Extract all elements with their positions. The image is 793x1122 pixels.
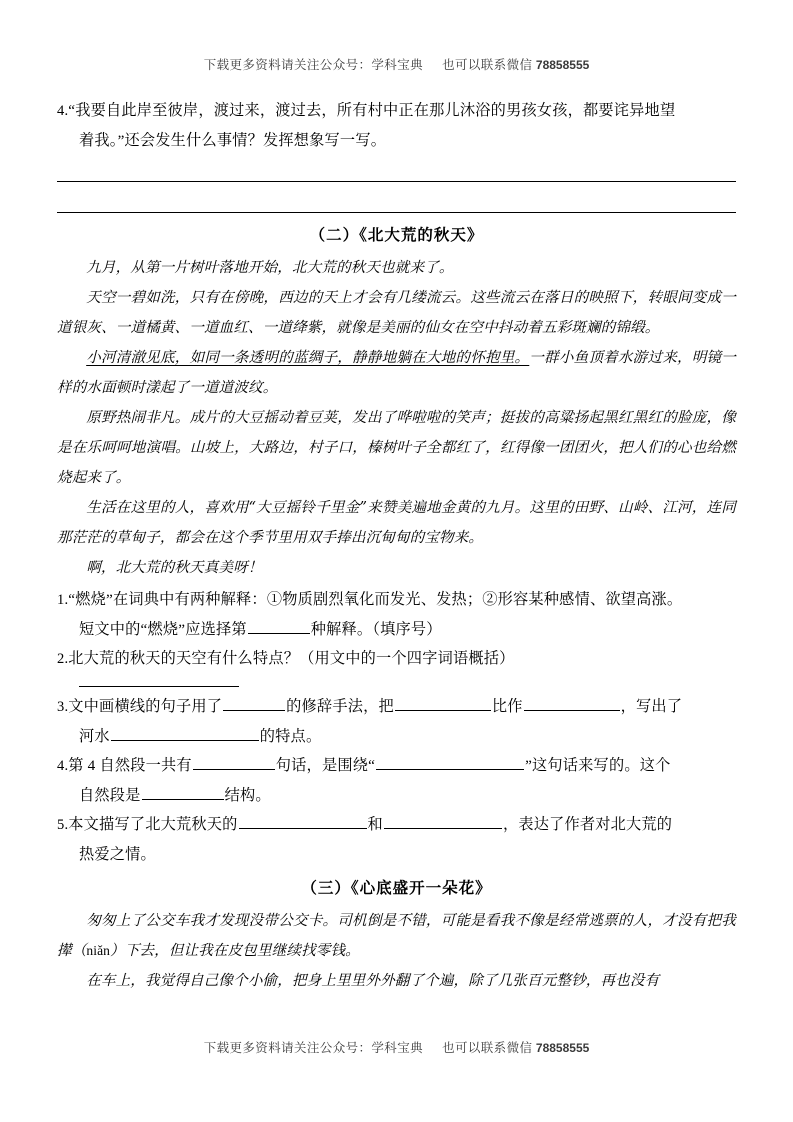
section-two-paragraph-2: 天空一碧如洗，只有在傍晚，西边的天上才会有几缕流云。这些流云在落日的映照下，转眼间变成一道银灰、一道橘黄、一道血红、一道绛紫，就像是美丽的仙女在空中抖动着五彩斑斓的锦缎。 (57, 289, 736, 336)
question-3-line2 (57, 722, 736, 751)
question-4-text-c: ”这句话来写的。这个 (525, 757, 671, 774)
question-2-text: 北大荒的秋天的天空有什么特点？（用文中的一个四字词语概括） (68, 650, 515, 667)
question-3-text-e: 河水 (79, 728, 110, 745)
question-1-text-b: 种解释。（填序号） (310, 621, 442, 638)
question-2 (57, 644, 736, 674)
carryover-question-line2: 着我。”还会发生什么事情？发挥想象写一写。 (79, 132, 387, 149)
question-3-text-f: 的特点。 (259, 728, 322, 745)
question-1-text-a: 短文中的“燃烧”应选择第 (79, 621, 247, 638)
question-5-text-c: ，表达了作者对北大荒的 (502, 816, 673, 833)
section-two-paragraph-6: 啊，北大荒的秋天真美呀！ (86, 559, 263, 576)
question-3-number: 3. (57, 699, 69, 715)
question-2-number: 2. (57, 651, 69, 667)
spacer (57, 674, 736, 686)
section-two-paragraph-1: 九月，从第一片树叶落地开始，北大荒的秋天也就来了。 (86, 259, 454, 276)
question-4-blank-2[interactable] (376, 754, 524, 770)
question-4-blank-3[interactable] (142, 784, 224, 800)
question-3-line1 (57, 692, 736, 722)
question-3-blank-2[interactable] (395, 695, 491, 711)
section-two-paragraph-3 (57, 343, 736, 403)
pinyin-annotation: niǎn (86, 943, 111, 958)
underlined-sentence: 小河清澈见底，如同一条透明的蓝绸子，静静地躺在大地的怀抱里。 (86, 349, 530, 366)
question-3-text-b: 的修辞手法，把 (286, 698, 394, 715)
section-three-paragraph-2: 在车上，我觉得自己像个小偷，把身上里里外外翻了个遍，除了几张百元整钞，再也没有 (86, 972, 660, 989)
spacer (57, 155, 736, 181)
spacer (57, 182, 736, 212)
footer-watermark-wechat-number: 78858555 (535, 1041, 590, 1055)
question-5-blank-1[interactable] (239, 813, 367, 829)
header-watermark-prefix: 下载更多资料请关注公众号：学科宝典 (203, 58, 423, 72)
question-1-text: “燃烧”在词典中有两种解释：①物质剧烈氧化而发光、发热；②形容某种感情、欲望高涨。 (68, 591, 683, 608)
question-5-line1 (57, 810, 736, 840)
question-5-text-b: 和 (367, 816, 383, 833)
question-5-number: 5. (57, 817, 69, 833)
question-1-line2 (57, 615, 736, 644)
header-watermark (0, 55, 793, 73)
question-5-text-a: 本文描写了北大荒秋天的 (68, 816, 238, 833)
question-3-blank-3[interactable] (524, 695, 620, 711)
section-three-title: （三）《心底盛开一朵花》 (301, 880, 492, 897)
section-three-paragraph-1-text-b: ）下去，但让我在皮包里继续找零钱。 (110, 942, 360, 959)
question-1-blank[interactable] (248, 618, 310, 634)
question-3-text-a: 文中画横线的句子用了 (68, 698, 223, 715)
footer-watermark-prefix: 下载更多资料请关注公众号：学科宝典 (203, 1041, 423, 1055)
section-two-title: （二）《北大荒的秋天》 (309, 227, 484, 244)
carryover-question-line1 (57, 96, 736, 126)
question-5-line2: 热爱之情。 (79, 846, 156, 863)
carryover-question-number: 4. (57, 103, 69, 119)
question-3-text-c: 比作 (491, 698, 523, 715)
question-4-blank-1[interactable] (193, 754, 275, 770)
question-4-line1 (57, 751, 736, 781)
carryover-question-text1: “我要自此岸至彼岸，渡过来，渡过去，所有村中正在那儿沐浴的男孩女孩，都要诧异地望 (68, 102, 676, 119)
footer-watermark-suffix: 也可以联系微信 (442, 1041, 533, 1055)
question-4-line2 (57, 781, 736, 810)
footer-watermark (0, 1038, 793, 1056)
question-1-line1 (57, 585, 736, 615)
question-4-text-e: 结构。 (224, 787, 271, 804)
header-watermark-suffix: 也可以联系微信 (442, 58, 533, 72)
section-two-paragraph-4: 原野热闹非凡。成片的大豆摇动着豆荚，发出了哗啦啦的笑声；挺拔的高粱扬起黑红黑红的脸庞，像是在乐呵呵地演唱。山坡上，大路边，村子口，榛树叶子全都红了，红得像一团团火，把人们的心也给燃烧起来了。 (57, 409, 736, 486)
document-body (57, 96, 736, 996)
question-3-text-d: ，写出了 (620, 698, 683, 715)
underlined-paragraph-rest: 一群小鱼顶着水游过来，明镜一样的水面顿时漾起了一道道波纹。 (57, 349, 736, 396)
section-three-paragraph-1 (57, 906, 736, 966)
question-4-number: 4. (57, 758, 69, 774)
header-watermark-wechat-number: 78858555 (535, 58, 590, 72)
section-three-paragraph-1-text-a: 匆匆上了公交车我才发现没带公交卡。司机倒是不错，可能是看我不像是经常逃票的人，才没有把我撵（ (57, 912, 736, 959)
question-4-text-a: 第 4 自然段一共有 (68, 757, 192, 774)
question-5-blank-2[interactable] (384, 813, 502, 829)
section-two-paragraph-5: 生活在这里的人，喜欢用“大豆摇铃千里金”来赞美遍地金黄的九月。这里的田野、山岭、江河，连同那茫茫的草甸子，都会在这个季节里用双手捧出沉甸甸的宝物来。 (57, 499, 736, 546)
spacer (57, 213, 736, 221)
question-4-text-b: 句话，是围绕“ (275, 757, 376, 774)
question-3-blank-4[interactable] (111, 725, 259, 741)
question-3-blank-1[interactable] (223, 695, 285, 711)
question-4-text-d: 自然段是 (79, 787, 141, 804)
question-1-number: 1. (57, 592, 69, 608)
